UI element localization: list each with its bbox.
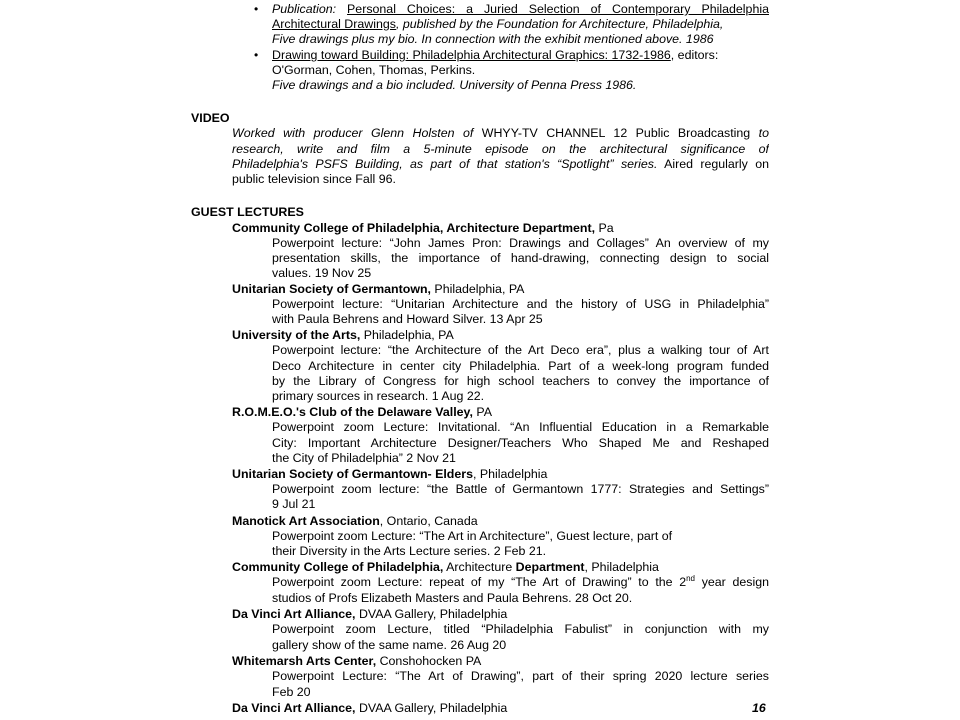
publication-1-line-2: [272, 17, 723, 32]
publication-1-label: Publication:: [272, 2, 337, 16]
lecture-10-location: DVAA Gallery, Philadelphia: [355, 701, 508, 715]
publication-2-title: Drawing toward Building: Philadelphia Architectural Graphics: 1732-1986: [272, 48, 671, 62]
lecture-1-line-1: Powerpoint lecture: “John James Pron: Drawings and Collages” An overview of my: [272, 236, 769, 250]
publication-1-title: Personal Choices: a Juried Selection of Contemporary Philadelphia: [347, 2, 769, 16]
video-heading: VIDEO: [191, 111, 230, 125]
lecture-4-line-1: Powerpoint zoom Lecture: Invitational. “An Influential Education in a Remarkable: [272, 420, 769, 434]
publication-1-line-1: [272, 2, 769, 17]
lecture-1-location: Pa: [595, 221, 614, 235]
lecture-8-org-name: Da Vinci Art Alliance,: [232, 607, 356, 621]
lecture-7-org-name: Community College of Philadelphia,: [232, 560, 444, 574]
publication-1-details: , published by the Foundation for Architecture, Philadelphia,: [395, 17, 724, 31]
lecture-3-line-3: by the Library of Congress for high school teachers to convey the importance of: [272, 374, 769, 388]
lecture-4-line-3: the City of Philadelphia” 2 Nov 21: [272, 451, 456, 465]
lecture-7-text-1b: year design: [695, 575, 769, 589]
video-text-3b: Aired regularly on: [664, 157, 769, 171]
publication-1-title-cont: Architectural Drawings: [272, 17, 396, 31]
lecture-7-text-1a: Powerpoint zoom Lecture: repeat of my “The Art of Drawing” to the 2: [272, 575, 687, 589]
lecture-3-org-name: University of the Arts,: [232, 328, 361, 342]
lecture-4-org: [232, 405, 492, 420]
lecture-9-org-name: Whitemarsh Arts Center,: [232, 654, 377, 668]
lecture-3-line-4: primary sources in research. 1 Aug 22.: [272, 389, 485, 403]
video-text-1a: Worked with producer Glenn Holsten of: [232, 126, 474, 140]
lecture-5-location: , Philadelphia: [472, 467, 548, 481]
lecture-8-location: DVAA Gallery, Philadelphia: [355, 607, 508, 621]
lecture-1-org-name: Community College of Philadelphia, Architecture Department,: [232, 221, 596, 235]
lecture-3-org: [232, 328, 454, 343]
bullet-publication-2: •: [254, 48, 259, 62]
lecture-10-org: [232, 701, 507, 716]
publication-2-line-1: [272, 48, 718, 63]
publication-2-editors-label: , editors:: [670, 48, 719, 62]
lecture-1-line-3: values. 19 Nov 25: [272, 266, 372, 280]
lecture-7-org: [232, 560, 659, 575]
page-number: 16: [752, 701, 766, 715]
lecture-4-location: PA: [472, 405, 493, 419]
lecture-8-line-2: gallery show of the same name. 26 Aug 20: [272, 638, 507, 652]
lecture-3-line-2: Deco Architecture in center city Philadelphia. Part of a week-long program funded: [272, 359, 769, 373]
lecture-6-line-1: Powerpoint zoom Lecture: “The Art in Architecture”, Guest lecture, part of: [272, 529, 673, 543]
lecture-9-location: Conshohocken PA: [376, 654, 482, 668]
lecture-4-org-name: R.O.M.E.O.'s Club of the Delaware Valley,: [232, 405, 473, 419]
lecture-5-line-1: Powerpoint zoom lecture: “the Battle of Germantown 1777: Strategies and Settings”: [272, 482, 769, 496]
lecture-2-location: Philadelphia, PA: [430, 282, 525, 296]
publication-2-line-3: Five drawings and a bio included. University of Penna Press 1986.: [272, 78, 637, 92]
lecture-6-org-name: Manotick Art Association: [232, 514, 380, 528]
video-line-2: research, write and film a 5-minute episode on the architectural significance of: [232, 142, 769, 156]
lecture-2-org: [232, 282, 524, 297]
guest-lectures-heading: GUEST LECTURES: [191, 205, 304, 219]
lecture-3-line-1: Powerpoint lecture: “the Architecture of the Art Deco era”, plus a walking tour of Art: [272, 343, 769, 357]
video-text-1c: to: [758, 126, 769, 140]
lecture-7-dept-prefix: Architecture: [443, 560, 516, 574]
lecture-2-line-1: Powerpoint lecture: “Unitarian Architecture and the history of USG in Philadelphia”: [272, 297, 769, 311]
lecture-7-line-1: [272, 575, 769, 590]
lecture-7-dept: Department: [515, 560, 585, 574]
video-text-3a: Philadelphia's PSFS Building, as part of that station's “Spotlight” series.: [232, 157, 658, 171]
lecture-9-line-2: Feb 20: [272, 685, 311, 699]
lecture-1-org: [232, 221, 614, 236]
lecture-5-org-name: Unitarian Society of Germantown- Elders: [232, 467, 473, 481]
video-line-3: [232, 157, 769, 172]
lecture-5-org: [232, 467, 547, 482]
bullet-publication-1: •: [254, 2, 259, 16]
lecture-2-line-2: with Paula Behrens and Howard Silver. 13 Apr 25: [272, 312, 543, 326]
publication-2-line-2: O'Gorman, Cohen, Thomas, Perkins.: [272, 63, 476, 77]
lecture-10-org-name: Da Vinci Art Alliance,: [232, 701, 356, 715]
video-line-4: public television since Fall 96.: [232, 172, 396, 186]
lecture-8-org: [232, 607, 507, 622]
lecture-5-line-2: 9 Jul 21: [272, 497, 316, 511]
lecture-7-location: , Philadelphia: [584, 560, 659, 574]
lecture-3-location: Philadelphia, PA: [360, 328, 454, 342]
video-text-1b: WHYY-TV CHANNEL 12 Public Broadcasting: [481, 126, 751, 140]
lecture-8-line-1: Powerpoint zoom Lecture, titled “Philadelphia Fabulist” in conjunction with my: [272, 622, 769, 636]
lecture-7-line-2: studios of Profs Elizabeth Masters and Paula Behrens. 28 Oct 20.: [272, 591, 633, 605]
video-line-1: [232, 126, 769, 141]
lecture-2-org-name: Unitarian Society of Germantown,: [232, 282, 431, 296]
lecture-9-org: [232, 654, 481, 669]
lecture-1-line-2: presentation skills, the importance of hand-drawing, connecting design to social: [272, 251, 769, 265]
lecture-6-org: [232, 514, 478, 529]
lecture-9-line-1: Powerpoint Lecture: “The Art of Drawing”, part of their spring 2020 lecture series: [272, 669, 769, 683]
lecture-6-location: , Ontario, Canada: [379, 514, 478, 528]
lecture-4-line-2: City: Important Architecture Designer/Teachers Who Shaped Me and Reshaped: [272, 436, 769, 450]
publication-1-line-3: Five drawings plus my bio. In connection with the exhibit mentioned above. 1986: [272, 32, 714, 46]
lecture-6-line-2: their Diversity in the Arts Lecture series. 2 Feb 21.: [272, 544, 547, 558]
lecture-7-ordinal: nd: [686, 575, 696, 583]
